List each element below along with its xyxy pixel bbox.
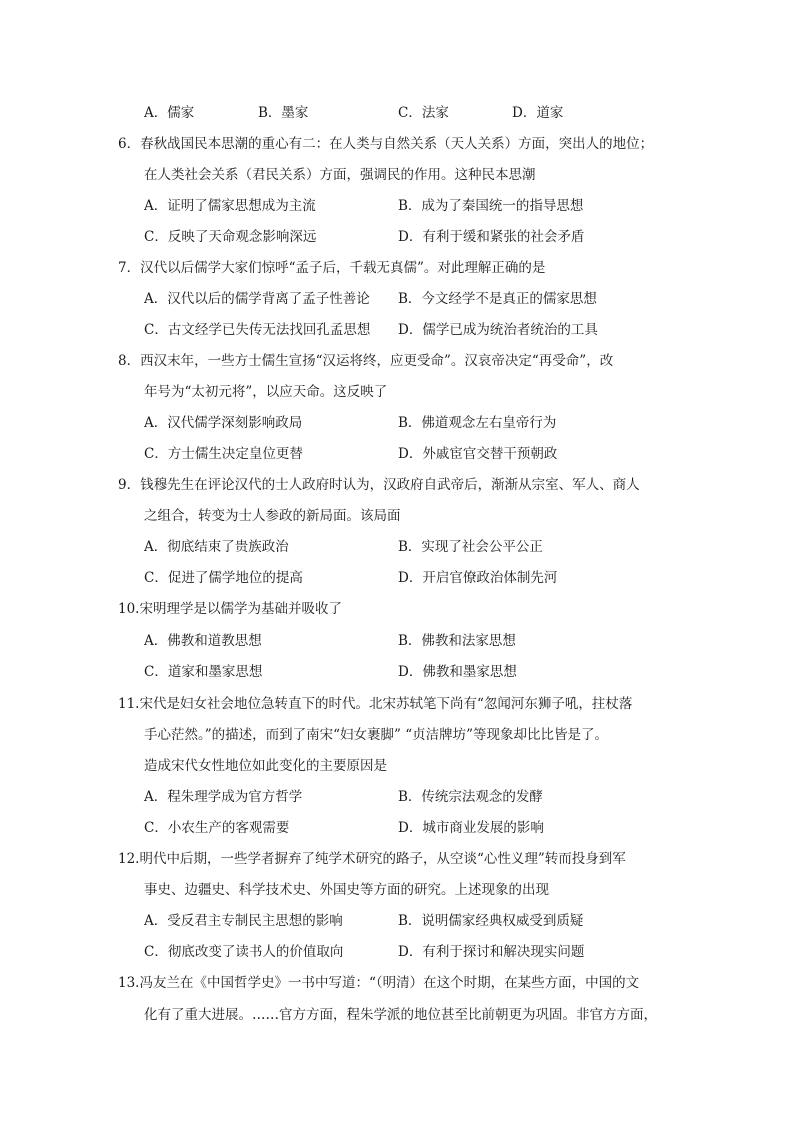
- q12-option-a: A．受反君主专制民主思想的影响: [144, 913, 343, 929]
- q9-option-d: D．开启官僚政治体制先河: [398, 570, 558, 586]
- q10-option-c: C．道家和墨家思想: [144, 664, 263, 680]
- q12-option-d: D．有利于探讨和解决现实问题: [398, 944, 585, 960]
- q6-option-d: D．有利于缓和紧张的社会矛盾: [398, 229, 585, 245]
- q8-stem-line-1: 8．西汉末年，一些方士儒生宣扬“汉运将终，应更受命”。汉哀帝决定“再受命”，改: [118, 353, 614, 369]
- q9-option-a: A．彻底结束了贵族政治: [144, 539, 289, 555]
- q7-stem-line-1: 7．汉代以后儒学大家们惊呼“孟子后，千载无真儒”。对此理解正确的是: [118, 260, 546, 276]
- q8-option-c: C．方士儒生决定皇位更替: [144, 446, 303, 462]
- q6-option-b: B．成为了秦国统一的指导思想: [398, 198, 584, 214]
- q6-option-c: C．反映了天命观念影响深远: [144, 229, 317, 245]
- q10-option-b: B．佛教和法家思想: [398, 633, 516, 649]
- q11-option-d: D．城市商业发展的影响: [398, 820, 544, 836]
- q13-stem-line-1: 13.冯友兰在《中国哲学史》一书中写道：“（明清）在这个时期，在某些方面，中国的文: [118, 975, 640, 991]
- q9-stem-line-1: 9．钱穆先生在评论汉代的士人政府时认为，汉政府自武帝后，渐渐从宗室、军人、商人: [118, 477, 640, 493]
- q7-option-c: C．古文经学已失传无法找回孔孟思想: [144, 322, 371, 338]
- q5-option-c: C．法家: [398, 105, 449, 121]
- q12-stem-line-1: 12.明代中后期，一些学者摒弃了纯学术研究的路子，从空谈“心性义理”转而投身到军: [118, 851, 626, 867]
- q6-stem-line-1: 6．春秋战国民本思潮的重心有二：在人类与自然关系（天人关系）方面，突出人的地位；: [118, 136, 654, 152]
- q8-option-d: D．外戚宦官交替干预朝政: [398, 446, 558, 462]
- q11-option-a: A．程朱理学成为官方哲学: [144, 789, 303, 805]
- q12-option-b: B．说明儒家经典权威受到质疑: [398, 913, 584, 929]
- q9-option-c: C．促进了儒学地位的提高: [144, 570, 303, 586]
- q8-stem-line-2: 年号为“太初元将”，以应天命。这反映了: [144, 384, 388, 400]
- q10-stem-line-1: 10.宋明理学是以儒学为基础并吸收了: [118, 601, 342, 617]
- q5-option-a: A．儒家: [144, 105, 195, 121]
- q8-option-a: A．汉代儒学深刻影响政局: [144, 415, 303, 431]
- q7-option-d: D．儒学已成为统治者统治的工具: [398, 322, 598, 338]
- q12-option-c: C．彻底改变了读书人的价值取向: [144, 944, 344, 960]
- q6-option-a: A．证明了儒家思想成为主流: [144, 198, 316, 214]
- q11-stem-line-3: 造成宋代女性地位如此变化的主要原因是: [144, 758, 387, 774]
- q11-option-c: C．小农生产的客观需要: [144, 820, 290, 836]
- q5-option-d: D．道家: [512, 105, 564, 121]
- q10-option-a: A．佛教和道教思想: [144, 633, 262, 649]
- q11-option-b: B．传统宗法观念的发酵: [398, 789, 543, 805]
- q10-option-d: D．佛教和墨家思想: [398, 664, 517, 680]
- q8-option-b: B．佛道观念左右皇帝行为: [398, 415, 557, 431]
- q7-option-a: A．汉代以后的儒学背离了孟子性善论: [144, 291, 370, 307]
- q11-stem-line-1: 11.宋代是妇女社会地位急转直下的时代。北宋苏轼笔下尚有“忽闻河东狮子吼，拄杖落: [118, 696, 633, 712]
- q9-stem-line-2: 之组合，转变为士人参政的新局面。该局面: [144, 508, 401, 524]
- q12-stem-line-2: 事史、边疆史、科学技术史、外国史等方面的研究。上述现象的出现: [144, 882, 549, 898]
- q9-option-b: B．实现了社会公平公正: [398, 539, 543, 555]
- q7-option-b: B．今文经学不是真正的儒家思想: [398, 291, 597, 307]
- q6-stem-line-2: 在人类社会关系（君民关系）方面，强调民的作用。这种民本思潮: [144, 167, 536, 183]
- q11-stem-line-2: 手心茫然。”的描述，而到了南宋“妇女裹脚” “贞洁牌坊”等现象却比比皆是了。: [144, 727, 609, 743]
- q13-stem-line-2: 化有了重大进展。……官方方面，程朱学派的地位甚至比前朝更为巩固。非官方方面，: [144, 1007, 657, 1023]
- q5-option-b: B．墨家: [258, 105, 309, 121]
